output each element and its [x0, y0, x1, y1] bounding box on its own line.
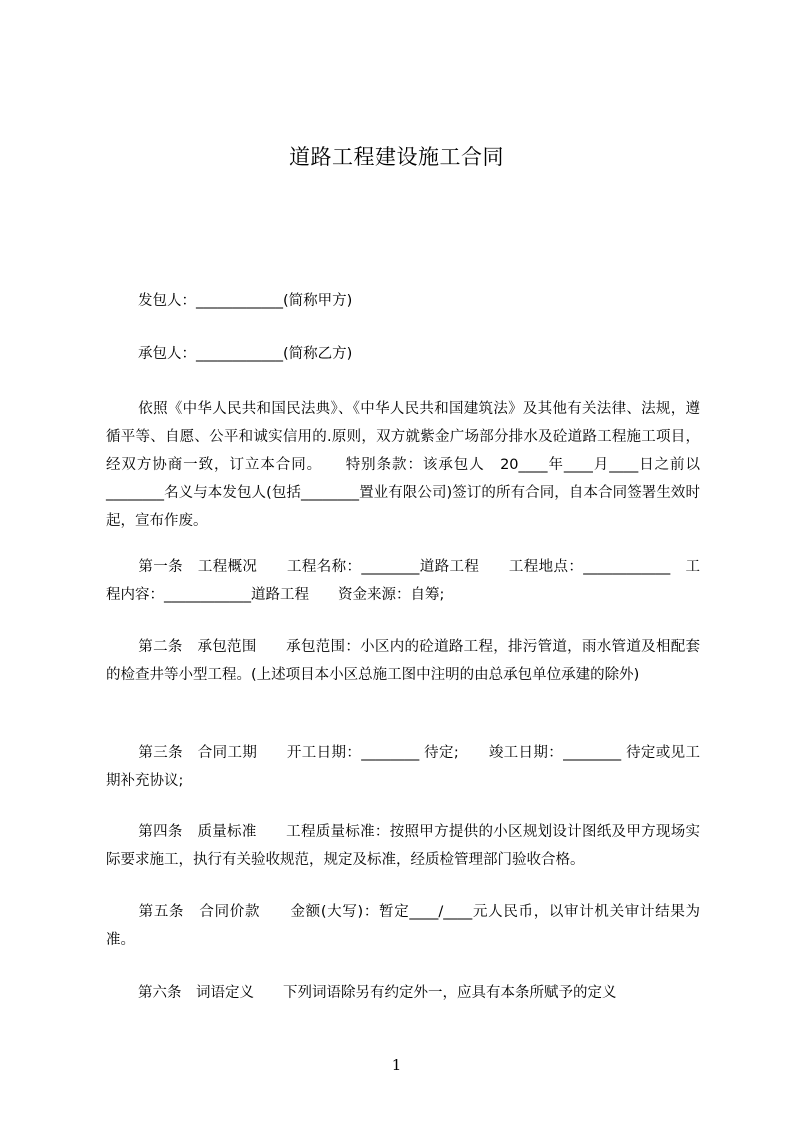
- preamble-paragraph: [106, 395, 700, 535]
- article-6-paragraph: [106, 979, 700, 1007]
- article-1-text: 第一条 工程概况 工程名称：________道路工程 工程地点：____________ 工程内容：____________道路工程 资金来源：自筹;: [106, 559, 700, 603]
- article-3-text: 第三条 合同工期 开工日期：________ 待定; 竣工日期：________ 待定或见工期补充协议;: [106, 745, 700, 789]
- article-3-paragraph: [106, 739, 700, 795]
- contract-title: 道路工程建设施工合同: [289, 145, 504, 169]
- article-2-text: 第二条 承包范围 承包范围：小区内的砼道路工程，排污管道，雨水管道及相配套的检查井等小型工程。(上述项目本小区总施工图中注明的由总承包单位承建的除外): [106, 639, 700, 683]
- article-4-text: 第四条 质量标准 工程质量标准：按照甲方提供的小区规划设计图纸及甲方现场实际要求施工，执行有关验收规范，规定及标准，经质检管理部门验收合格。: [106, 824, 700, 868]
- article-6-text: 第六条 词语定义 下列词语除另有约定外一，应具有本条所赋予的定义: [138, 985, 617, 1001]
- preamble-text: 依照《中华人民共和国民法典》、《中华人民共和国建筑法》及其他有关法律、法规，遵循平等、自愿、公平和诚实信用的.原则，双方就紫金广场部分排水及砼道路工程施工项目，经双方协商一致，订立本合同。 特别条款：该承包人 20____年____月____日之前以________名义与本发包人(包括________置业有限公司)签订的所有合同，自本合同签署生效时起，宣布作废。: [106, 401, 700, 529]
- page-number: 1: [391, 1056, 402, 1074]
- contractor-line: [106, 340, 700, 368]
- employer-line: [106, 287, 700, 315]
- contractor-text: 承包人：____________(简称乙方): [138, 346, 353, 362]
- article-1-paragraph: [106, 553, 700, 609]
- article-2-paragraph: [106, 633, 700, 689]
- article-5-paragraph: [106, 898, 700, 954]
- article-5-text: 第五条 合同价款 金额(大写)：暂定____/____元人民币，以审计机关审计结果为准。: [106, 904, 700, 948]
- employer-text: 发包人：____________(简称甲方): [138, 293, 353, 309]
- article-4-paragraph: [106, 818, 700, 874]
